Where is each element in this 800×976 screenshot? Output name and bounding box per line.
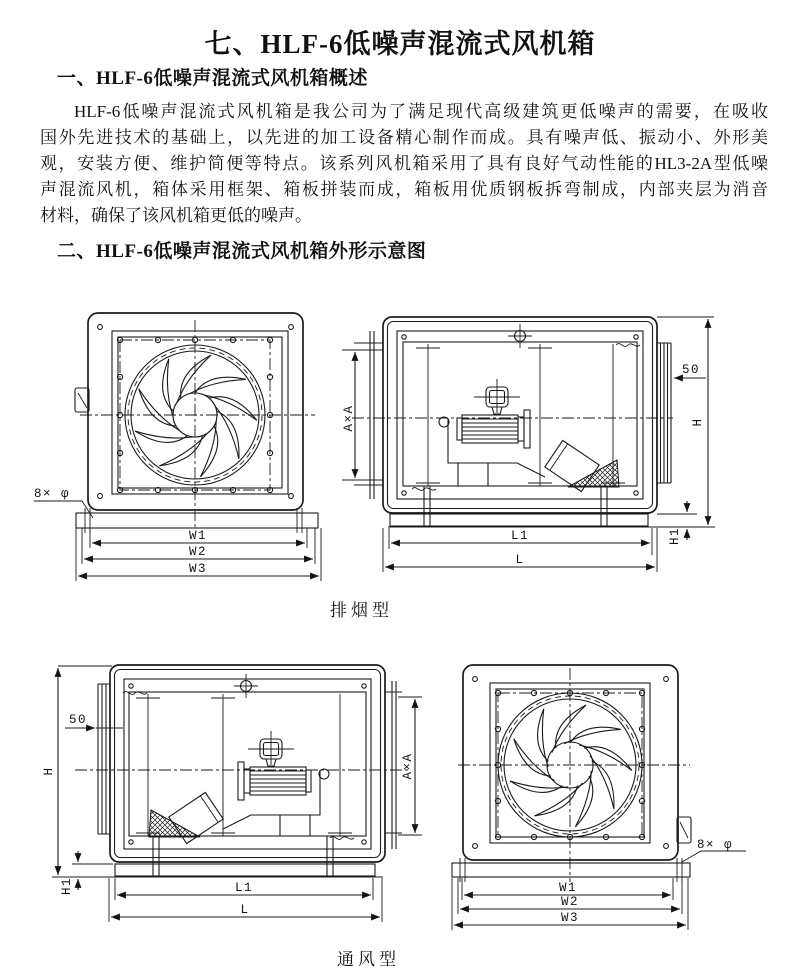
dim-label-l1: L1 xyxy=(510,529,530,543)
dim-label-w2: W2 xyxy=(560,895,580,909)
dim-label-w3: W3 xyxy=(560,911,580,925)
dim-label-axa: A×A xyxy=(401,752,415,780)
figure-side-view-vent xyxy=(30,650,450,940)
dim-label-h1: H1 xyxy=(668,526,682,546)
motor-assembly xyxy=(439,379,545,486)
dimension-h1 xyxy=(72,851,113,890)
paragraph-line: HLF-6低噪声混流式风机箱是我公司为了满足现代高级建筑更低噪声的需要，在吸收 xyxy=(74,102,768,121)
page-title: 七、HLF-6低噪声混流式风机箱 xyxy=(204,29,596,59)
motor-assembly xyxy=(223,731,329,836)
paragraph-line: 声混流风机，箱体采用框架、箱板拼装而成，箱板用优质钢板拆弯制成，内部夹层为消音 xyxy=(40,180,768,199)
dimension-h xyxy=(58,666,112,875)
fan-impeller xyxy=(80,320,315,530)
lifting-lug xyxy=(508,324,532,348)
paragraph-line: 观，安装方便、维护简便等特点。该系列风机箱采用了具有良好气动性能的HL3-2A型低噪 xyxy=(40,154,768,173)
dim-label-l: L xyxy=(240,903,250,917)
bolt-note-leader xyxy=(682,851,746,862)
silencer-wedge xyxy=(568,460,619,487)
fan-box-side xyxy=(354,317,715,527)
silencer-wedge xyxy=(149,810,200,837)
figure-front-view-exhaust xyxy=(30,300,340,590)
fan-box-side xyxy=(52,665,402,877)
bolt-note-label: 8× φ xyxy=(697,838,734,852)
section2-heading: 二、HLF-6低噪声混流式风机箱外形示意图 xyxy=(57,241,427,262)
dim-label-flange: 50 xyxy=(681,363,701,377)
paragraph-line: 材料，确保了该风机箱更低的噪声。 xyxy=(40,206,312,225)
dim-label-w2: W2 xyxy=(188,545,208,559)
dim-label-h: H xyxy=(42,766,56,776)
section1-heading: 一、HLF-6低噪声混流式风机箱概述 xyxy=(57,68,368,89)
dim-label-flange: 50 xyxy=(68,713,88,727)
vent-type-caption: 通风型 xyxy=(337,950,400,969)
overview-paragraph xyxy=(40,99,768,229)
fan-impeller xyxy=(458,668,690,882)
bolt-note-leader xyxy=(34,501,93,518)
dim-label-w3: W3 xyxy=(188,562,208,576)
lifting-lug xyxy=(234,674,258,698)
dimension-h xyxy=(657,317,714,525)
fan-box-front xyxy=(75,313,318,533)
figure-front-view-vent xyxy=(450,650,800,940)
figure-side-view-exhaust xyxy=(340,300,800,590)
bolt-note-label: 8× φ xyxy=(34,487,71,501)
exhaust-type-caption: 排烟型 xyxy=(330,601,393,620)
dim-label-axa: A×A xyxy=(342,404,356,432)
dim-label-l1: L1 xyxy=(234,881,254,895)
paragraph-line: 国外先进技术的基础上，以先进的加工设备精心制作而成。具有噪声低、振动小、外形美 xyxy=(40,128,768,147)
dim-label-w1: W1 xyxy=(558,881,578,895)
dim-label-h1: H1 xyxy=(60,876,74,896)
dim-label-h: H xyxy=(691,417,705,427)
dim-label-l: L xyxy=(515,553,525,567)
fan-box-front xyxy=(452,665,691,882)
dim-label-w1: W1 xyxy=(188,529,208,543)
